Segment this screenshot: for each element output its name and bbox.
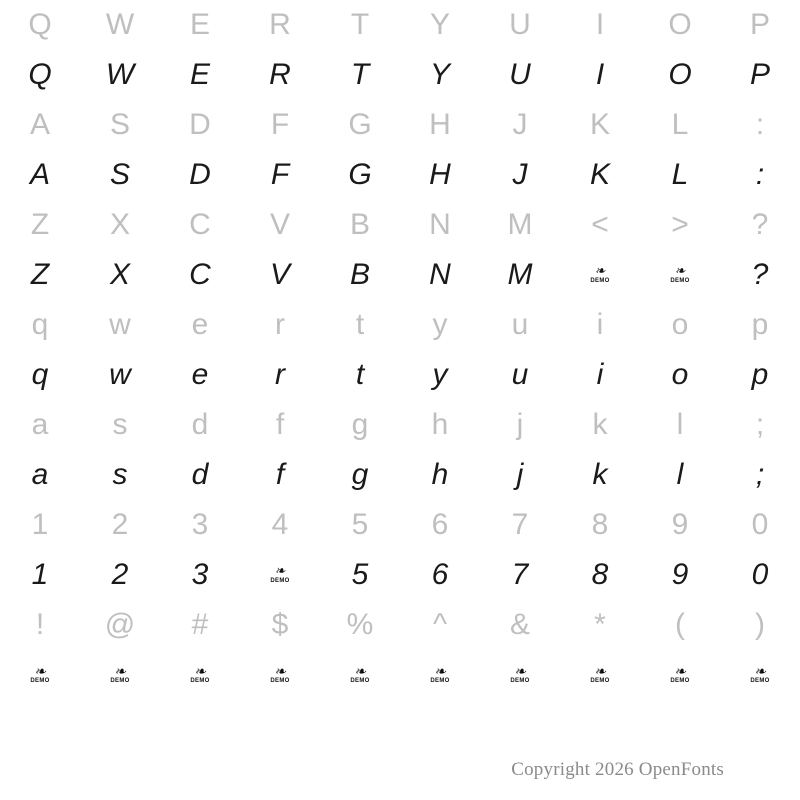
glyph-cell: X xyxy=(109,258,130,291)
glyph-cell: Z xyxy=(30,258,50,291)
glyph-cell: k xyxy=(592,408,608,441)
glyph-cell: & xyxy=(509,608,530,641)
glyph-cell: 2 xyxy=(111,508,129,541)
demo-badge xyxy=(430,662,450,685)
glyph-cell: 3 xyxy=(191,558,209,591)
glyph-cell: N xyxy=(429,258,451,291)
glyph-cell: T xyxy=(350,8,370,41)
glyph-cell: S xyxy=(109,108,130,141)
demo-label: DEMO xyxy=(430,678,450,685)
glyph-cell: V xyxy=(269,208,290,241)
glyph-cell: W xyxy=(105,8,135,41)
glyph-cell: K xyxy=(589,158,610,191)
glyph-cell: s xyxy=(112,458,128,491)
glyph-cell: ? xyxy=(751,258,769,291)
glyph-cell: ! xyxy=(35,608,45,641)
demo-badge xyxy=(270,662,290,685)
glyph-cell: > xyxy=(671,208,689,241)
glyph-cell: H xyxy=(429,108,451,141)
glyph-cell: R xyxy=(269,8,291,41)
glyph-cell: t xyxy=(355,308,365,341)
glyph-cell: ; xyxy=(755,408,765,441)
glyph-cell: o xyxy=(671,358,689,391)
glyph-cell: Z xyxy=(30,208,50,241)
glyph-cell: O xyxy=(668,58,692,91)
demo-label: DEMO xyxy=(270,678,290,685)
glyph-cell: R xyxy=(269,58,291,91)
glyph-cell: J xyxy=(512,158,528,191)
glyph-cell: d xyxy=(191,458,209,491)
demo-mark xyxy=(560,650,640,700)
demo-badge xyxy=(590,263,610,284)
fleuron-icon: ❧ xyxy=(594,662,606,679)
glyph-cell: a xyxy=(31,458,49,491)
fleuron-icon: ❧ xyxy=(274,563,286,579)
demo-label: DEMO xyxy=(670,678,690,685)
glyph-cell: j xyxy=(516,458,524,491)
glyph-cell: E xyxy=(189,8,210,41)
fleuron-icon: ❧ xyxy=(354,662,366,679)
glyph-cell: Q xyxy=(28,58,52,91)
demo-mark xyxy=(320,650,400,700)
fleuron-icon: ❧ xyxy=(594,263,606,279)
glyph-cell: f xyxy=(275,458,285,491)
glyph-cell: # xyxy=(191,608,209,641)
demo-badge xyxy=(110,662,130,685)
glyph-cell: : xyxy=(755,108,765,141)
glyph-cell: ( xyxy=(675,608,685,641)
glyph-cell: 7 xyxy=(511,558,529,591)
glyph-cell: 6 xyxy=(431,558,449,591)
glyph-cell: @ xyxy=(104,608,136,641)
glyph-cell: l xyxy=(676,458,684,491)
glyph-cell: t xyxy=(355,358,365,391)
glyph-cell: 8 xyxy=(591,508,609,541)
glyph-cell: u xyxy=(511,308,529,341)
glyph-cell: g xyxy=(351,408,369,441)
glyph-cell: ; xyxy=(755,458,765,491)
fleuron-icon: ❧ xyxy=(194,662,206,679)
glyph-cell: r xyxy=(275,358,285,391)
glyph-cell: i xyxy=(596,308,604,341)
glyph-cell: k xyxy=(592,458,608,491)
glyph-cell: C xyxy=(189,208,211,241)
glyph-cell: % xyxy=(346,608,374,641)
demo-label: DEMO xyxy=(350,678,370,685)
glyph-cell: U xyxy=(509,58,531,91)
glyph-cell: M xyxy=(507,208,533,241)
demo-mark xyxy=(720,650,800,700)
glyph-cell: A xyxy=(29,158,50,191)
glyph-cell: ? xyxy=(751,208,769,241)
glyph-cell: w xyxy=(109,358,131,391)
glyph-cell: Y xyxy=(429,8,450,41)
fleuron-icon: ❧ xyxy=(514,662,526,679)
glyph-cell: p xyxy=(751,358,769,391)
glyph-cell: e xyxy=(191,358,209,391)
fleuron-icon: ❧ xyxy=(754,662,766,679)
glyph-cell: 4 xyxy=(271,508,289,541)
demo-label: DEMO xyxy=(110,678,130,685)
glyph-cell: 5 xyxy=(351,508,369,541)
demo-label: DEMO xyxy=(670,277,690,284)
glyph-cell: 5 xyxy=(351,558,369,591)
demo-badge xyxy=(590,662,610,685)
glyph-cell: D xyxy=(189,158,211,191)
glyph-cell: y xyxy=(432,308,448,341)
glyph-cell: W xyxy=(105,58,135,91)
demo-mark xyxy=(640,650,720,700)
demo-mark xyxy=(0,650,80,700)
glyph-cell: 3 xyxy=(191,508,209,541)
glyph-cell: G xyxy=(348,158,372,191)
demo-mark xyxy=(160,650,240,700)
glyph-cell: y xyxy=(432,358,448,391)
glyph-cell: $ xyxy=(271,608,289,641)
glyph-cell: G xyxy=(348,108,372,141)
demo-badge xyxy=(190,662,210,685)
fleuron-icon: ❧ xyxy=(434,662,446,679)
glyph-cell: L xyxy=(671,158,689,191)
demo-label: DEMO xyxy=(590,678,610,685)
glyph-cell: a xyxy=(31,408,49,441)
demo-mark xyxy=(560,250,640,300)
demo-mark xyxy=(400,650,480,700)
demo-mark xyxy=(240,650,320,700)
demo-mark xyxy=(640,250,720,300)
demo-badge xyxy=(270,563,290,584)
demo-badge xyxy=(750,662,770,685)
glyph-cell: 1 xyxy=(31,508,49,541)
glyph-cell: M xyxy=(507,258,533,291)
glyph-cell: H xyxy=(429,158,451,191)
glyph-cell: I xyxy=(595,8,605,41)
glyph-cell: B xyxy=(349,258,370,291)
demo-label: DEMO xyxy=(590,277,610,284)
glyph-cell: I xyxy=(595,58,605,91)
glyph-cell: r xyxy=(275,308,285,341)
demo-mark xyxy=(80,650,160,700)
glyph-cell: < xyxy=(591,208,609,241)
fleuron-icon: ❧ xyxy=(674,263,686,279)
glyph-cell: 9 xyxy=(671,558,689,591)
glyph-cell: P xyxy=(749,58,770,91)
demo-mark xyxy=(480,650,560,700)
glyph-cell: q xyxy=(31,358,49,391)
demo-label: DEMO xyxy=(750,678,770,685)
glyph-cell: u xyxy=(511,358,529,391)
demo-badge xyxy=(510,662,530,685)
glyph-cell: P xyxy=(749,8,770,41)
glyph-cell: ) xyxy=(755,608,765,641)
glyph-cell: g xyxy=(351,458,369,491)
glyph-cell: F xyxy=(270,108,290,141)
glyph-cell: O xyxy=(668,8,692,41)
glyph-cell: h xyxy=(431,458,449,491)
glyph-cell: e xyxy=(191,308,209,341)
copyright-text: Copyright 2026 OpenFonts xyxy=(511,759,724,780)
fleuron-icon: ❧ xyxy=(34,662,46,679)
demo-badge xyxy=(30,662,50,685)
glyph-cell: s xyxy=(112,408,128,441)
footer xyxy=(0,740,800,800)
glyph-cell: o xyxy=(671,308,689,341)
glyph-cell: Q xyxy=(28,8,52,41)
glyph-cell: 7 xyxy=(511,508,529,541)
glyph-cell: w xyxy=(109,308,131,341)
demo-mark xyxy=(240,550,320,600)
glyph-cell: 8 xyxy=(591,558,609,591)
glyph-cell: J xyxy=(512,108,528,141)
glyph-cell: K xyxy=(589,108,610,141)
glyph-cell: S xyxy=(109,158,130,191)
glyph-cell: U xyxy=(509,8,531,41)
demo-label: DEMO xyxy=(190,678,210,685)
glyph-cell: i xyxy=(596,358,604,391)
glyph-cell: * xyxy=(594,608,606,641)
glyph-cell: 0 xyxy=(751,508,769,541)
glyph-cell: p xyxy=(751,308,769,341)
glyph-cell: L xyxy=(671,108,689,141)
glyph-cell: : xyxy=(755,158,765,191)
demo-badge xyxy=(670,662,690,685)
glyph-cell: q xyxy=(31,308,49,341)
glyph-cell: ^ xyxy=(432,608,448,641)
glyph-cell: N xyxy=(429,208,451,241)
glyph-cell: C xyxy=(189,258,211,291)
glyph-cell: V xyxy=(269,258,290,291)
glyph-cell: Y xyxy=(429,58,450,91)
glyph-cell: 1 xyxy=(31,558,49,591)
glyph-cell: j xyxy=(516,408,524,441)
glyph-cell: 2 xyxy=(111,558,129,591)
fleuron-icon: ❧ xyxy=(114,662,126,679)
glyph-cell: F xyxy=(270,158,290,191)
fleuron-icon: ❧ xyxy=(274,662,286,679)
glyph-cell: d xyxy=(191,408,209,441)
glyph-cell: A xyxy=(29,108,50,141)
demo-label: DEMO xyxy=(270,577,290,584)
glyph-cell: 9 xyxy=(671,508,689,541)
glyph-cell: l xyxy=(676,408,684,441)
glyph-cell: T xyxy=(350,58,370,91)
glyph-cell: D xyxy=(189,108,211,141)
glyph-cell: E xyxy=(189,58,210,91)
glyph-cell: 6 xyxy=(431,508,449,541)
glyph-cell: B xyxy=(349,208,370,241)
glyph-cell: 0 xyxy=(751,558,769,591)
glyph-cell: X xyxy=(109,208,130,241)
demo-badge xyxy=(350,662,370,685)
demo-label: DEMO xyxy=(30,678,50,685)
demo-badge xyxy=(670,263,690,284)
glyph-cell: h xyxy=(431,408,449,441)
demo-label: DEMO xyxy=(510,678,530,685)
fleuron-icon: ❧ xyxy=(674,662,686,679)
glyph-cell: f xyxy=(275,408,285,441)
